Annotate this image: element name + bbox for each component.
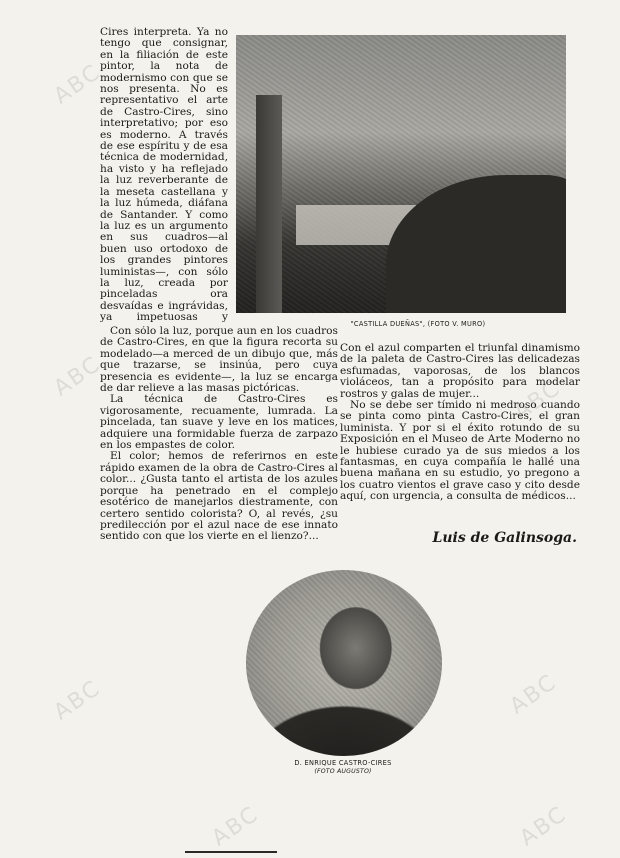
article-column-left-bottom (100, 326, 338, 548)
portrait-photo (246, 570, 442, 756)
abc-watermark: ABC (515, 801, 572, 852)
abc-watermark: ABC (509, 375, 566, 426)
abc-watermark: ABC (49, 59, 106, 110)
article-column-left-top (100, 27, 228, 323)
article-column-right-bottom (340, 343, 580, 503)
photo-hill-shape (386, 175, 566, 313)
abc-watermark: ABC (49, 675, 106, 726)
paragraph: Cires interpreta. Ya no tengo que consignar, en la filiación de este pintor, la nota de modernismo con que se nos presenta. No es representativo el arte de Castro-Cires, sino interpretativo; por eso es moderno. A través de ese espíritu y de esa técnica de modernidad, ha visto y ha reflejado la luz reverberante de la meseta castellana y la luz húmeda, diáfana de Santander. Y como la luz es un argumento en sus cuadros—al buen uso ortodoxo de los grandes pintores luministas—, con sólo la luz, creada por pinceladas ora desvaídas e ingrávidas, ya impetuosas y (100, 27, 228, 323)
portrait-caption-name: D. ENRIQUE CASTRO-CIRES (294, 759, 392, 767)
abc-watermark: ABC (49, 351, 106, 402)
landscape-photo-caption: "CASTILLA DUEÑAS", (FOTO V. MURO) (350, 320, 486, 328)
abc-watermark: ABC (505, 669, 562, 720)
paragraph: El color; hemos de referirnos en este rápido examen de la obra de Castro-Cires al color... ¿Gusta tanto el artista de los azules porque ha penetrado en el complejo esotérico de manejarlos diestramente, con certero sentido colorista? O, al revés, ¿su predilección por el azul nace de ese innato sentido con que los vierte en el lienzo?... (100, 450, 338, 543)
landscape-photo (236, 35, 566, 313)
paragraph: No se debe ser tímido ni medroso cuando se pinta como pinta Castro-Cires, el gran luminista. Y por si el éxito rotundo de su Exposición en el Museo de Arte Moderno no le hubiese curado ya de sus miedos a los fantasmas, en cuya compañía le hallé una buena mañana en su estudio, yo pregono a los cuatro vientos el grave caso y cito desde aquí, con urgencia, a consulta de médicos... (340, 399, 580, 503)
portrait-caption-credit: (FOTO AUGUSTO) (314, 768, 372, 775)
portrait-caption (258, 759, 428, 775)
paragraph: La técnica de Castro-Cires es vigorosamente, recuamente, lumrada. La pincelada, tan suave y leve en los matices, adquiere una formidable fuerza de zarpazo en los empastes de color. (100, 393, 338, 452)
abc-watermark: ABC (207, 801, 264, 852)
photo-tower-shape (256, 95, 282, 313)
paragraph: Con sólo la luz, porque aun en los cuadros de Castro-Cires, en que la figura recorta su modelado—a merced de un dibujo que, más que trazarse, se insinúa, pero cuya presencia es evidente—, la luz se encarga de dar relieve a las masas pictóricas. (100, 326, 338, 395)
author-signature: Luis de Galinsoga. (432, 530, 577, 546)
bottom-rule (185, 851, 277, 853)
paragraph: Con el azul comparten el triunfal dinamismo de la paleta de Castro-Cires las delicadezas esfumadas, vaporosas, de los blancos violáceos, tan a propósito para modelar rostros y galas de mujer... (340, 343, 580, 400)
